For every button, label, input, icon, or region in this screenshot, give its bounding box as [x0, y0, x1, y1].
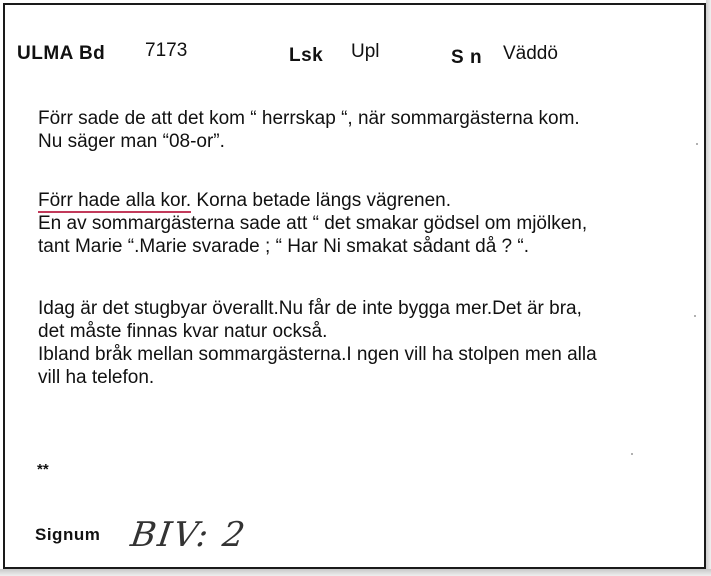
lsk-label: Lsk [289, 45, 324, 66]
sn-value: Väddö [503, 43, 558, 64]
paragraph-1 [38, 107, 580, 153]
signum-label: Signum [35, 525, 101, 544]
archive-card [3, 3, 706, 569]
text-line: det måste finnas kvar natur också. [38, 321, 328, 342]
text-line [38, 189, 587, 212]
scan-edge-bottom [0, 569, 711, 576]
sn-label: S n [451, 47, 483, 68]
signum-handwritten: BIV: 2 [128, 515, 250, 555]
stars-mark: ** [37, 461, 49, 478]
text-line: Ibland bråk mellan sommargästerna.I ngen vill ha stolpen men alla [38, 344, 597, 365]
scan-speck [694, 315, 696, 317]
text-span: Korna betade längs vägrenen. [191, 190, 451, 211]
text-line: tant Marie “.Marie svarade ; “ Har Ni smakat sådant då ? “. [38, 236, 530, 257]
paragraph-3 [38, 297, 597, 389]
lsk-value: Upl [351, 41, 380, 62]
paragraph-2 [38, 189, 587, 258]
text-line: vill ha telefon. [38, 367, 155, 388]
archive-number: 7173 [145, 40, 188, 61]
text-line: En av sommargästerna sade att “ det smakar gödsel om mjölken, [38, 213, 588, 234]
text-line: Förr sade de att det kom “ herrskap “, när sommargästerna kom. [38, 108, 580, 129]
text-line: Idag är det stugbyar överallt.Nu får de inte bygga mer.Det är bra, [38, 298, 582, 319]
archive-label: ULMA Bd [17, 43, 106, 64]
text-line: Nu säger man “08-or”. [38, 131, 225, 152]
scan-speck [631, 453, 633, 455]
scan-speck [696, 143, 698, 145]
underlined-text: Förr hade alla kor. [38, 190, 192, 211]
scan-edge-right [706, 0, 711, 576]
